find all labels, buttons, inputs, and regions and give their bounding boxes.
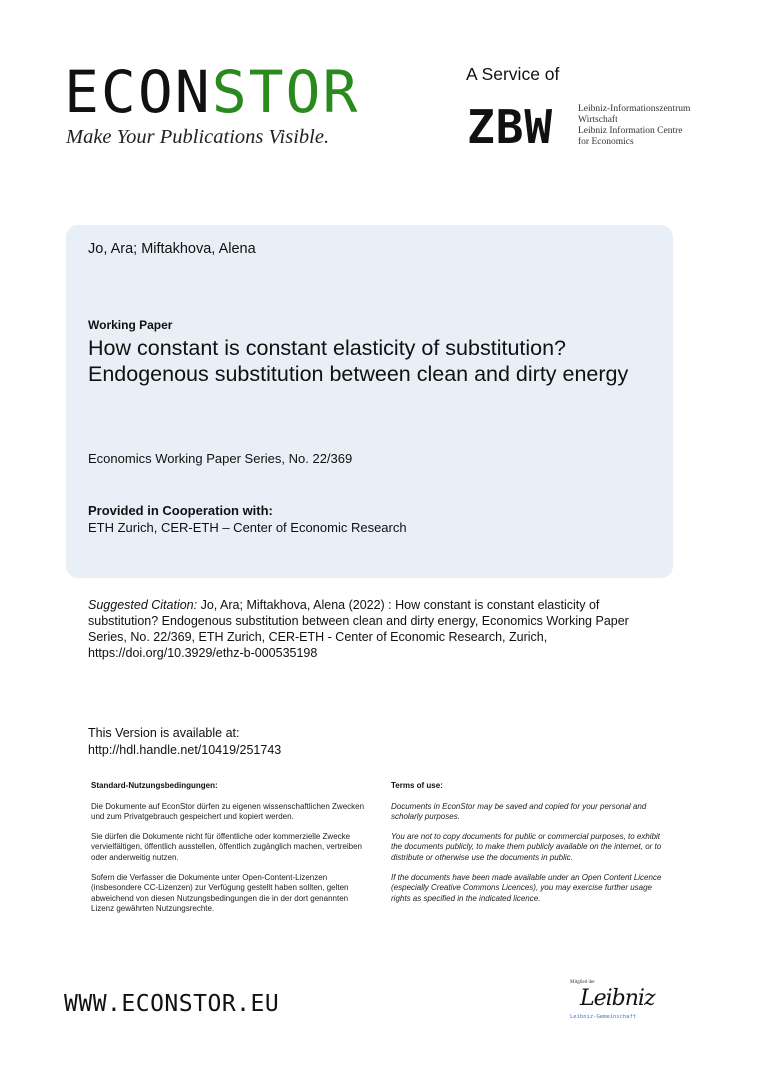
terms-en-paragraph: You are not to copy documents for public or commercial purposes, to exhibit the documents publicly, to make them publicly available on the internet, or to distribute or otherwise use the documents in public. (391, 831, 662, 862)
service-label: A Service of (466, 64, 560, 84)
zbw-line: Leibniz Information Centre (578, 126, 683, 136)
leibniz-gemeinschaft: Leibniz-Gemeinschaft (570, 1014, 637, 1020)
terms-de-paragraph: Sofern die Verfasser die Dokumente unter Open-Content-Lizenzen (insbesondere CC-Lizenzen) zur Verfügung gestellt haben sollten, gelten abweichend von diesen Nutzungsbedingungen die in der dort genannten Lizenz gewährten Nutzungsrechte. (91, 872, 349, 914)
availability (88, 725, 281, 759)
logo-econ: ECON (64, 58, 212, 126)
series: Economics Working Paper Series, No. 22/369 (88, 451, 353, 466)
cooperation-label: Provided in Cooperation with: (88, 503, 273, 518)
zbw-line: Leibniz-Informationszentrum (578, 104, 691, 114)
zbw-line: for Economics (578, 137, 634, 147)
leibniz-logo (560, 978, 655, 1034)
terms-german (91, 781, 371, 924)
econstor-logo (64, 58, 360, 126)
terms-english (391, 781, 671, 913)
terms-de-paragraph: Die Dokumente auf EconStor dürfen zu eigenen wissenschaftlichen Zwecken und zum Privatgebrauch gespeichert und kopiert werden. (91, 801, 365, 822)
handle-link[interactable]: http://hdl.handle.net/10419/251743 (88, 743, 282, 757)
citation-label: Suggested Citation: (88, 598, 198, 612)
leibniz-script: Leibniz (580, 986, 655, 1011)
authors: Jo, Ara; Miftakhova, Alena (88, 241, 256, 257)
terms-en-paragraph: Documents in EconStor may be saved and copied for your personal and scholarly purposes. (391, 801, 647, 822)
publication-type: Working Paper (88, 318, 173, 332)
terms-de-heading: Standard-Nutzungsbedingungen: (91, 781, 218, 790)
cooperation-value: ETH Zurich, CER-ETH – Center of Economic Research (88, 520, 407, 535)
availability-label: This Version is available at: (88, 726, 240, 740)
terms-en-paragraph: If the documents have been made available under an Open Content Licence (especially Creative Commons Licences), you may exercise further usage rights as specified in the indicated licence. (391, 872, 662, 903)
logo-stor: STOR (211, 58, 360, 126)
paper-title: How constant is constant elasticity of substitution? Endogenous substitution between clean and dirty energy (88, 336, 629, 386)
zbw-description (578, 104, 690, 148)
citation-text: Jo, Ara; Miftakhova, Alena (2022) : How constant is constant elasticity of substitution? Endogenous substitution between clean and dirty energy, Economics Working Paper Series, No. 22/369, ETH Zurich, CER-ETH - Center of Economic Research, Zurich, https://doi.org/10.3929/ethz-b-000535198 (88, 598, 629, 660)
zbw-line: Wirtschaft (578, 115, 618, 125)
tagline: Make Your Publications Visible. (66, 126, 330, 148)
leibniz-member-label: Mitglied der (570, 980, 595, 985)
terms-de-paragraph: Sie dürfen die Dokumente nicht für öffentliche oder kommerzielle Zwecke vervielfältigen, öffentlich ausstellen, öffentlich zugänglich machen, vertreiben oder anderweitig nutzen. (91, 831, 362, 862)
terms-en-heading: Terms of use: (391, 781, 443, 790)
zbw-logo: ZBW (467, 100, 554, 154)
suggested-citation (88, 597, 648, 661)
econstor-url-logo[interactable]: WWW.ECONSTOR.EU (64, 991, 280, 1017)
